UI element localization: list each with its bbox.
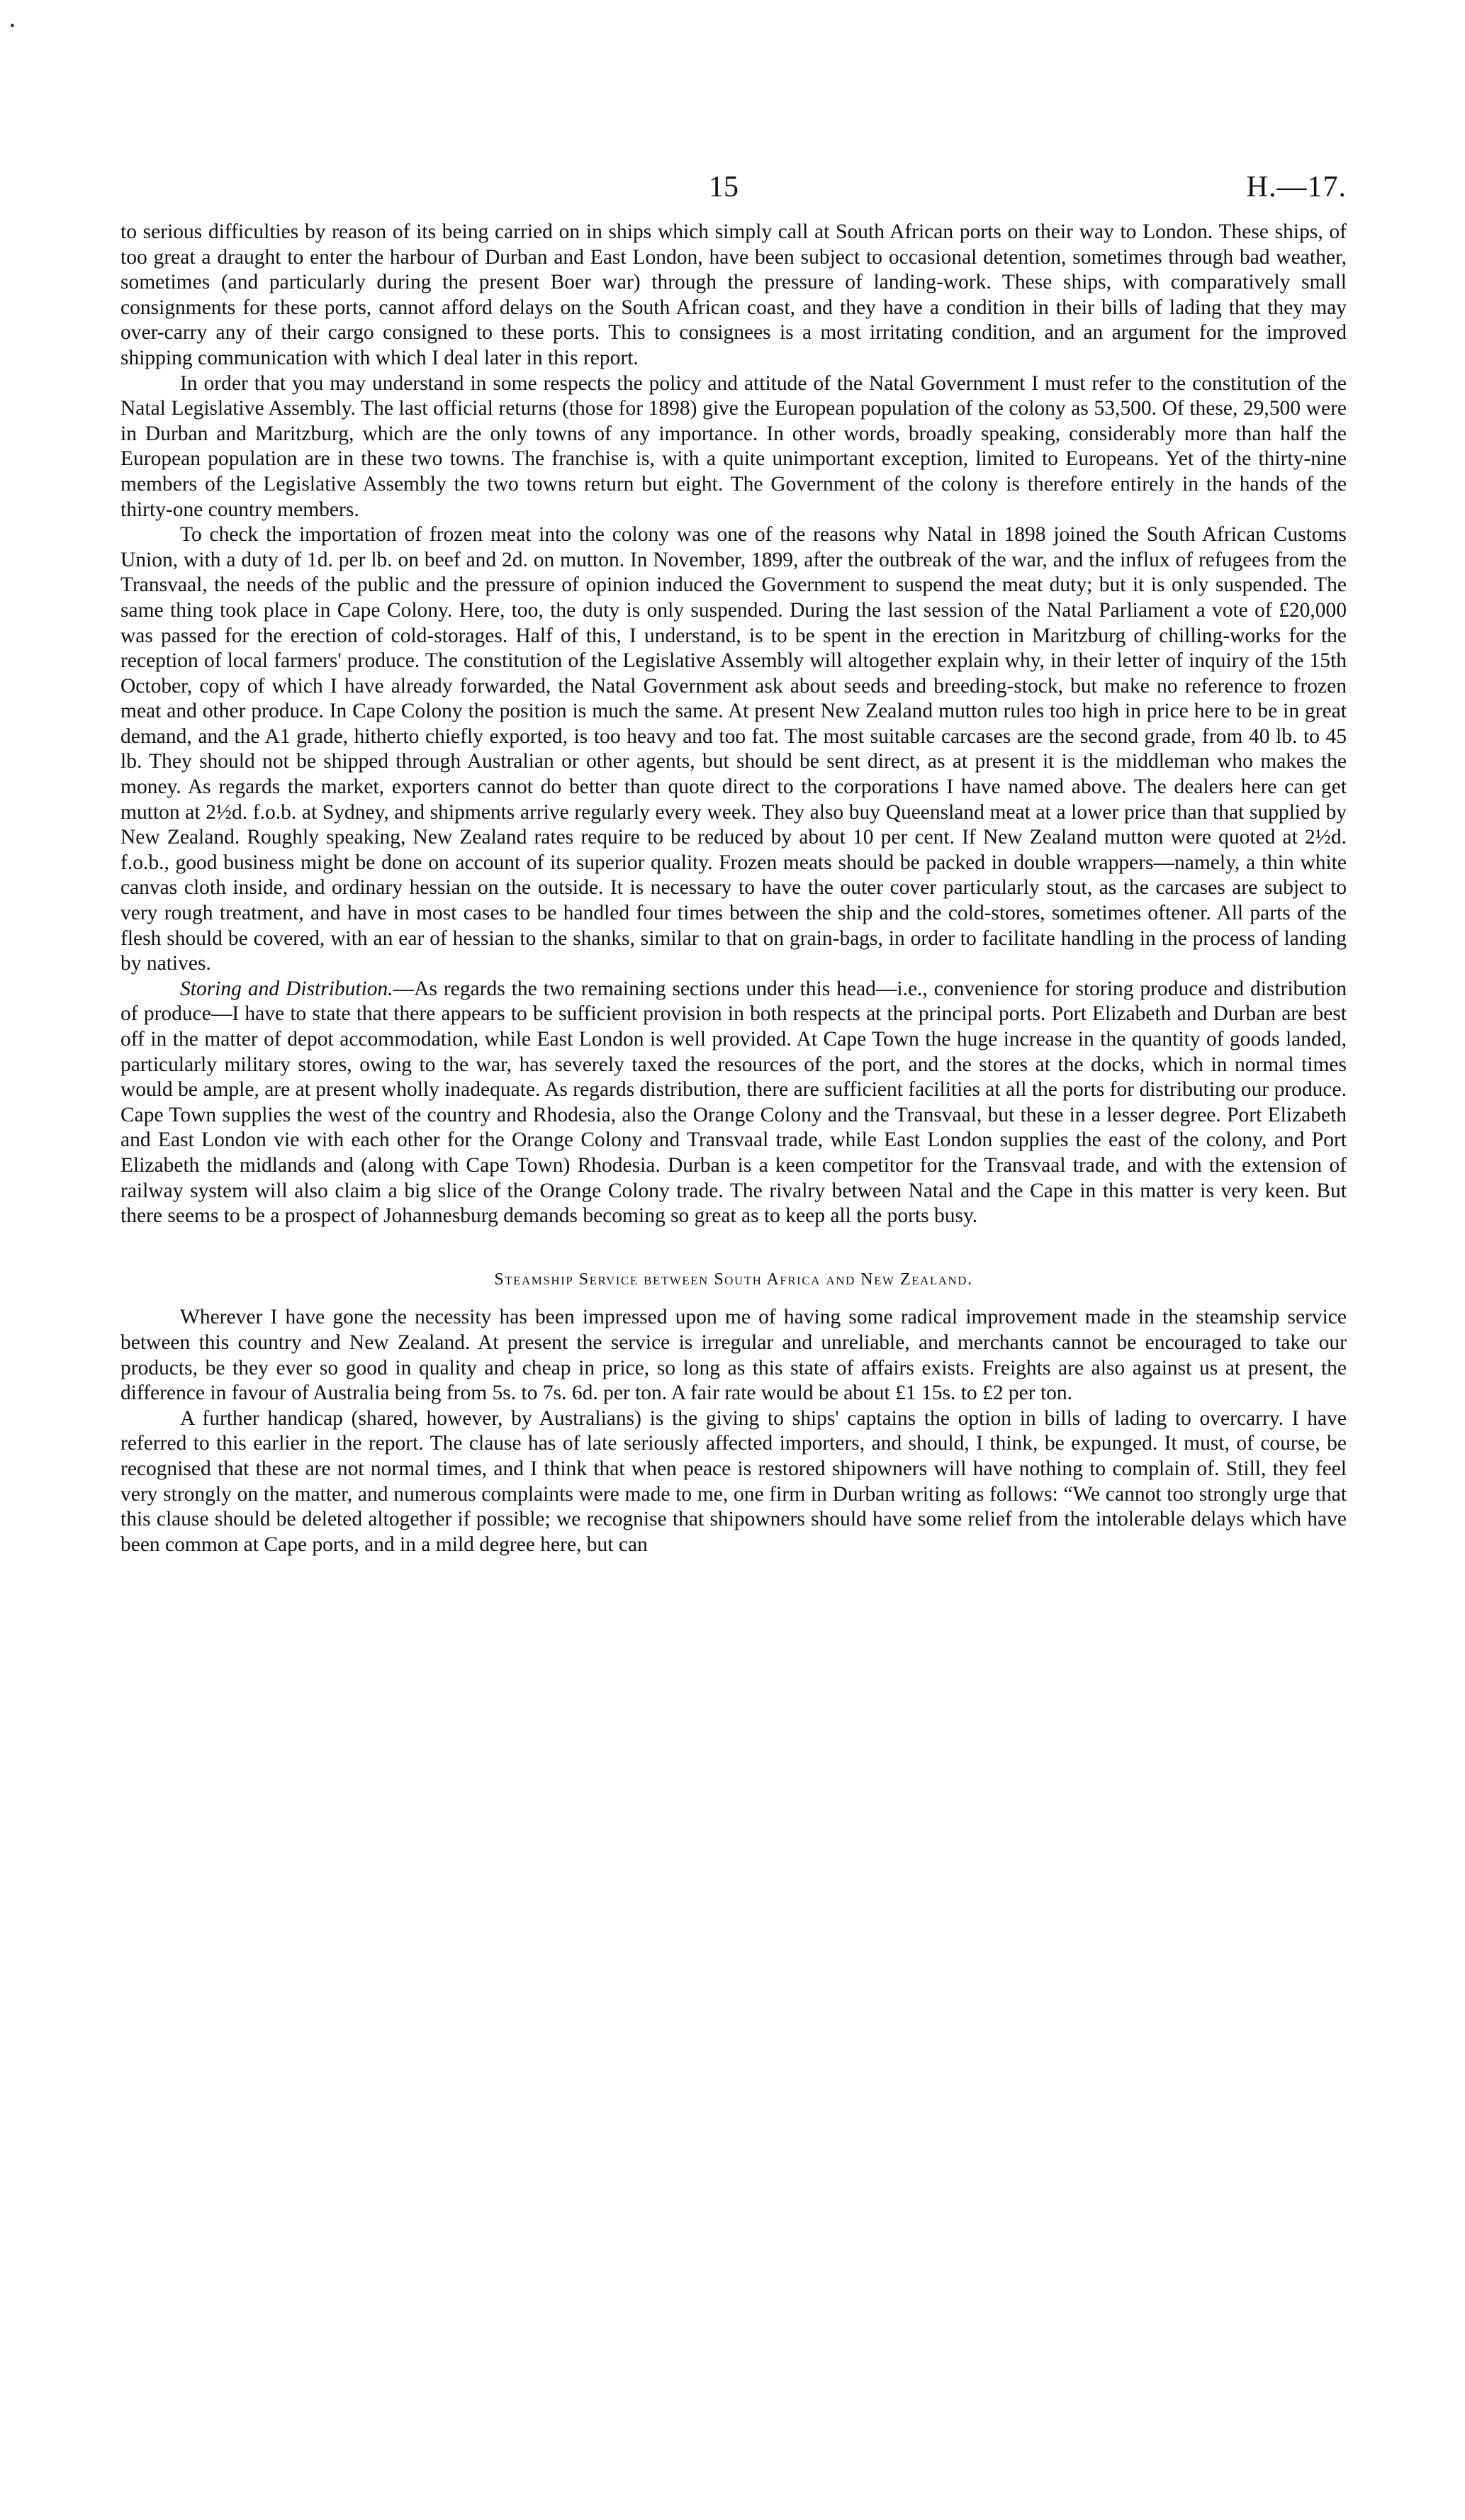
scan-mark-dot: •: [10, 18, 16, 34]
paragraph-frozen-meat: To check the importation of frozen meat into the colony was one of the reasons why Natal in 1898 joined the South African Customs Union, with a duty of 1d. per lb. on beef and 2d. on mutton. In November, 1899, after the outbreak of the war, and the influx of refugees from the Transvaal, the needs of the public and the pressure of opinion induced the Government to suspend the meat duty; but it is only suspended. The same thing took place in Cape Colony. Here, too, the duty is only suspended. During the last session of the Natal Parliament a vote of £20,000 was passed for the erection of cold-storages. Half of this, I understand, is to be spent in the erection in Maritzburg of chilling-works for the reception of local farmers' produce. The constitution of the Legislative Assembly will altogether explain why, in their letter of inquiry of the 15th October, copy of which I have already forwarded, the Natal Government ask about seeds and breeding-stock, but make no reference to frozen meat and other produce. In Cape Colony the position is much the same. At present New Zealand mutton rules too high in price here to be in great demand, and the A1 grade, hitherto chiefly exported, is too heavy and too fat. The most suitable carcases are the second grade, from 40 lb. to 45 lb. They should not be shipped through Australian or other agents, but should be sent direct, as at present it is the middleman who makes the money. As regards the market, exporters cannot do better than quote direct to the corporations I have named above. The dealers here can get mutton at 2½d. f.o.b. at Sydney, and shipments arrive regularly every week. They also buy Queensland meat at a lower price than that supplied by New Zealand. Roughly speaking, New Zealand rates require to be reduced by about 10 per cent. If New Zealand mutton were quoted at 2½d. f.o.b., good business might be done on account of its superior quality. Frozen meats should be packed in double wrappers—namely, a thin white canvas cloth inside, and ordinary hessian on the outside. It is necessary to have the outer cover particularly stout, as the carcases are subject to very rough treatment, and have in most cases to be handled four times between the ship and the cold-stores, sometimes oftener. All parts of the flesh should be covered, with an ear of hessian to the shanks, similar to that on grain-bags, in order to facilitate handling in the process of landing by natives.: [120, 523, 1347, 975]
document-page: [120, 170, 1347, 1557]
document-reference: H.—17.: [1246, 171, 1347, 203]
paragraph-continuation: to serious difficulties by reason of its being carried on in ships which simply call at South African ports on their way to London. These ships, of too great a draught to enter the harbour of Durban and East London, have been subject to occasional detention, sometimes through bad weather, sometimes (and particularly during the present Boer war) through the pressure of landing-work. These ships, with comparatively small consignments for these ports, cannot afford delays on the South African coast, and they have a condition in their bills of lading that they may over-carry any of their cargo consigned to these ports. This to consignees is a most irritating condition, and an argument for the improved shipping communication with which I deal later in this report.: [120, 220, 1347, 369]
paragraph-storing-distribution: [120, 977, 1347, 1229]
paragraph-natal-government: In order that you may understand in some respects the policy and attitude of the Natal Government I must refer to the constitution of the Natal Legislative Assembly. The last official returns (those for 1898) give the European population of the colony as 53,500. Of these, 29,500 were in Durban and Maritzburg, which are the only towns of any importance. In other words, broadly speaking, considerably more than half the European population are in these two towns. The franchise is, with a quite unimportant exception, limited to Europeans. Yet of the thirty-nine members of the Legislative Assembly the two towns return but eight. The Government of the colony is therefore entirely in the hands of the thirty-one country members.: [120, 371, 1347, 521]
body-text: [120, 220, 1347, 1557]
page-number: 15: [709, 171, 739, 203]
paragraph-steamship-service: Wherever I have gone the necessity has been impressed upon me of having some radical improvement made in the steamship service between this country and New Zealand. At present the service is irregular and unreliable, and merchants cannot be encouraged to take our products, be they ever so good in quality and cheap in price, so long as this state of affairs exists. Freights are also against us at present, the difference in favour of Australia being from 5s. to 7s. 6d. per ton. A fair rate would be about £1 15s. to £2 per ton.: [120, 1306, 1347, 1405]
storing-lead: Storing and Distribution.: [180, 977, 393, 1000]
section-heading: Steamship Service between South Africa and New Zealand.: [494, 1270, 973, 1289]
paragraph-further-handicap: A further handicap (shared, however, by Australians) is the giving to ships' captains the option in bills of lading to overcarry. I have referred to this earlier in the report. The clause has of late seriously affected importers, and should, I think, be expunged. It must, of course, be recognised that these are not normal times, and I think that when peace is restored shipowners will have nothing to complain of. Still, they feel very strongly on the matter, and numerous complaints were made to me, one firm in Durban writing as follows: “We cannot too strongly urge that this clause should be deleted altogether if possible; we recognise that shipowners should have some relief from the intolerable delays which have been common at Cape ports, and in a mild degree here, but can: [120, 1406, 1347, 1556]
storing-text: —As regards the two remaining sections under this head—i.e., convenience for storing produce and distribution of produce—I have to state that there appears to be sufficient provision in both respects at the principal ports. Port Elizabeth and Durban are best off in the matter of depot accommodation, while East London is well provided. At Cape Town the huge increase in the quantity of goods landed, particularly military stores, owing to the war, has severely taxed the resources of the port, and the stores at the docks, which in normal times would be ample, are at present wholly inadequate. As regards distribution, there are sufficient facilities at all the ports for distributing our produce. Cape Town supplies the west of the country and Rhodesia, also the Orange Colony and the Transvaal, but these in a lesser degree. Port Elizabeth and East London vie with each other for the Orange Colony and Transvaal trade, while East London supplies the east of the colony, and Port Elizabeth the midlands and (along with Cape Town) Rhodesia. Durban is a keen competitor for the Transvaal trade, and with the extension of railway system will also claim a big slice of the Orange Colony trade. The rivalry between Natal and the Cape in this matter is very keen. But there seems to be a prospect of Johannesburg demands becoming so great as to keep all the ports busy.: [120, 977, 1347, 1228]
page-header: [120, 170, 1347, 220]
